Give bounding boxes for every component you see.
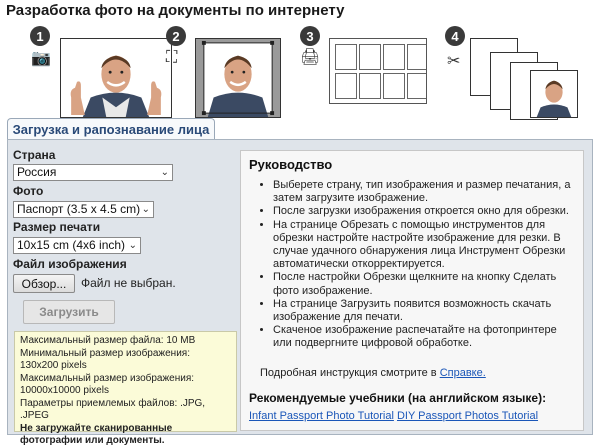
print-size-select-value: 10x15 cm (4x6 inch) xyxy=(17,238,126,252)
info-line: Минимальный размер изображения: 130x200 pixels xyxy=(20,347,190,371)
photo-type-select-value: Паспорт (3.5 x 4.5 cm) xyxy=(17,202,141,216)
mini-photo xyxy=(335,73,357,99)
mini-photo xyxy=(335,44,357,70)
no-file-text: Файл не выбран. xyxy=(81,276,176,290)
help-prefix: Подробная инструкция смотрите в xyxy=(260,367,437,379)
step-2-photo xyxy=(195,38,281,118)
tab-upload-face-detection[interactable]: Загрузка и рапознавание лица xyxy=(7,118,215,140)
photo-label: Фото xyxy=(13,184,44,198)
guide-box xyxy=(240,150,584,431)
tutorials-links xyxy=(249,410,538,422)
guide-title: Руководство xyxy=(249,157,333,172)
country-select[interactable] xyxy=(13,164,173,181)
chevron-down-icon: ⌄ xyxy=(128,240,137,251)
file-label: Файл изображения xyxy=(13,257,127,271)
help-line xyxy=(260,367,486,379)
print-size-select[interactable] xyxy=(13,237,141,254)
guide-item: • Скаченое изображение распечатайте на фотопринтере или подвергните цифровой обработке. xyxy=(273,324,573,350)
mini-photo xyxy=(407,73,427,99)
guide-item: • На странице Обрезать с помощью инструментов для обрезки настройте настройте изображение для резки. В случае удачного обнаружения лица Инструмент Обрезки автоматически откорректируется. xyxy=(273,219,573,272)
guide-item: • После настройки Обрезки щелкните на кнопку Сделать фото изображение. xyxy=(273,271,573,297)
printer-icon: 🖨 xyxy=(300,49,321,66)
chevron-down-icon: ⌄ xyxy=(141,204,150,215)
scissors-icon: ✂ xyxy=(447,53,461,70)
cut-photo xyxy=(530,70,578,118)
step-3-photo-sheet xyxy=(329,38,427,104)
page-title: Разработка фото на документы по интернету xyxy=(6,2,345,19)
camera-icon: 📷 xyxy=(31,50,51,67)
mini-photo xyxy=(407,44,427,70)
step-1-badge: 1 xyxy=(30,26,50,46)
tutorial-link-diy[interactable]: DIY Passport Photos Tutorial xyxy=(396,410,539,422)
file-requirements-box xyxy=(14,331,237,446)
help-link[interactable]: Справке. xyxy=(439,367,486,379)
print-size-label: Размер печати xyxy=(13,220,101,234)
info-line: Максимальный размер изображения: 10000x10000 pixels xyxy=(20,372,195,396)
scan-warning: Не загружайте сканированные фотографии или документы. xyxy=(20,422,173,446)
mini-photo xyxy=(383,73,405,99)
guide-item: • На странице Загрузить появится возможность скачать изображение для печати. xyxy=(273,298,573,324)
person-photo-icon xyxy=(531,71,577,117)
steps-strip xyxy=(0,22,600,118)
guide-item: • Выберете страну, тип изображения и размер печатания, а затем загрузите изображение. xyxy=(273,179,573,205)
crop-icon: ⛶ xyxy=(166,49,178,66)
mini-photo xyxy=(383,44,405,70)
step-3-badge: 3 xyxy=(300,26,320,46)
info-line: Максимальный размер файла: 10 MB xyxy=(20,335,196,346)
person-photo-icon xyxy=(61,39,171,117)
tutorials-title: Рекомендуемые учебники (на английском языке): xyxy=(249,391,547,405)
country-label: Страна xyxy=(13,148,56,162)
guide-item: • После загрузки изображения откроется окно для обрезки. xyxy=(273,205,573,218)
upload-button[interactable]: Загрузить xyxy=(23,300,115,324)
chevron-down-icon: ⌄ xyxy=(160,167,169,178)
step-4-badge: 4 xyxy=(445,26,465,46)
country-select-value: Россия xyxy=(17,165,57,179)
mini-photo xyxy=(359,44,381,70)
main-panel xyxy=(7,139,593,446)
step-2-badge: 2 xyxy=(166,26,186,46)
crop-photo-icon xyxy=(196,39,280,117)
tutorial-link-infant[interactable]: Infant Passport Photo Tutorial xyxy=(249,410,394,422)
info-line: Параметры приемлемых файлов: .JPG, .JPEG xyxy=(20,397,206,421)
guide-list xyxy=(241,179,581,351)
step-1-photo xyxy=(60,38,172,118)
photo-type-select[interactable] xyxy=(13,201,154,218)
browse-button[interactable]: Обзор... xyxy=(13,274,75,293)
mini-photo xyxy=(359,73,381,99)
